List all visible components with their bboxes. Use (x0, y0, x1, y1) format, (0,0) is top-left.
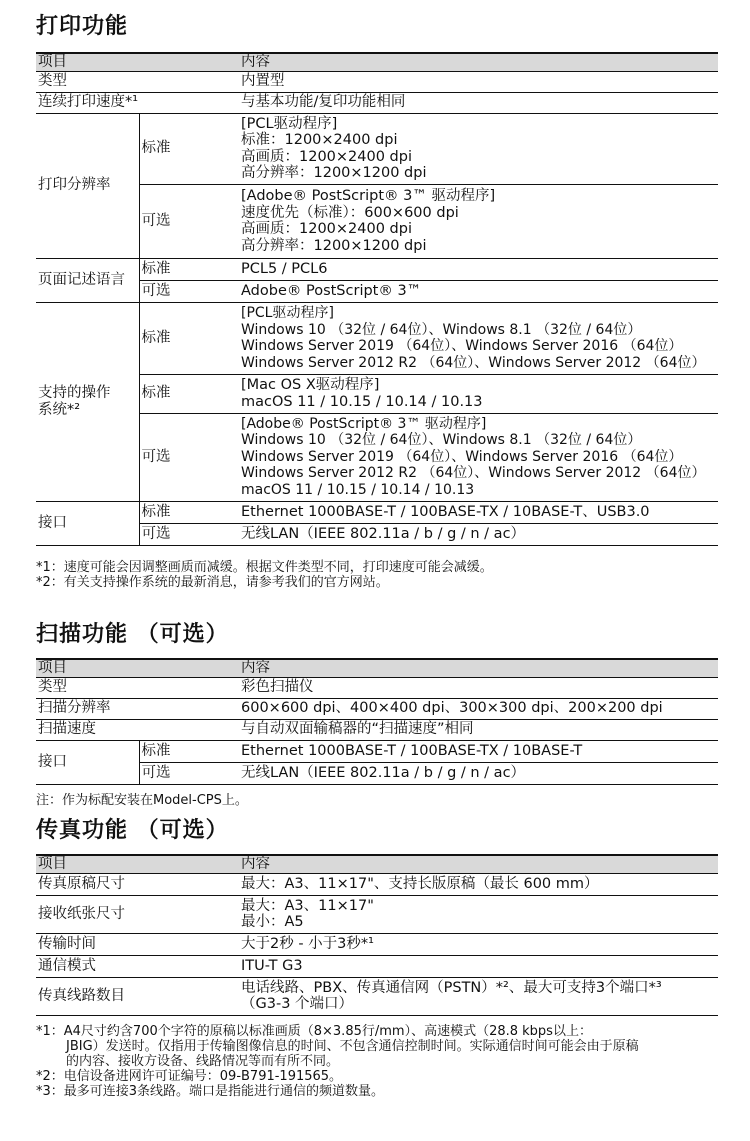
footnote: *2：电信设备进网许可证编号：09-B791-191565。 (36, 1069, 343, 1084)
row-label: 连续打印速度*¹ (36, 92, 239, 113)
table-row (36, 762, 718, 784)
footnote: *1：速度可能会因调整画质而减缓。根据文件类型不同，打印速度可能会减缓。 (36, 560, 493, 575)
header-content: 内容 (239, 855, 718, 873)
row-value: Ethernet 1000BASE-T / 100BASE-TX / 10BASE-T (239, 740, 718, 762)
table-row (36, 933, 718, 955)
row-label: 类型 (36, 677, 239, 698)
footnote: 注：作为标配安装在Model-CPS上。 (36, 793, 248, 808)
table-header-row (36, 659, 718, 677)
sub-label: 标准 (139, 302, 239, 374)
row-label: 扫描分辨率 (36, 698, 239, 719)
table-header-row (36, 53, 718, 71)
table-row (36, 740, 718, 762)
sub-label: 标准 (139, 258, 239, 280)
header-item: 项目 (36, 659, 239, 677)
footnote: *3：最多可连接3条线路。端口是指能进行通信的频道数量。 (36, 1084, 385, 1099)
table-row (36, 719, 718, 740)
footnote-continued: 的内容、接收方设备、线路情况等而有所不同。 (66, 1054, 340, 1069)
table-row (36, 184, 718, 258)
fax-notes (36, 1024, 726, 1099)
row-value: 600×600 dpi、400×400 dpi、300×300 dpi、200×200 dpi (239, 698, 718, 719)
table-row (36, 677, 718, 698)
row-value: 内置型 (239, 71, 718, 92)
row-value: 无线LAN（IEEE 802.11a / b / g / n / ac） (239, 762, 718, 784)
row-value: Adobe® PostScript® 3™ (239, 280, 718, 302)
print-section-title: 打印功能 (36, 14, 129, 39)
scan-notes (36, 793, 726, 808)
row-label: 类型 (36, 71, 239, 92)
sub-label: 标准 (139, 740, 239, 762)
table-header-row (36, 855, 718, 873)
table-row (36, 977, 718, 1015)
sub-label: 标准 (139, 501, 239, 523)
row-value: 与基本功能/复印功能相同 (239, 92, 718, 113)
header-content: 内容 (239, 53, 718, 71)
table-row (36, 873, 718, 895)
table-row (36, 698, 718, 719)
sub-label: 可选 (139, 762, 239, 784)
header-content: 内容 (239, 659, 718, 677)
table-row (36, 113, 718, 184)
print-spec-table (36, 52, 718, 546)
table-row (36, 523, 718, 545)
footnote-continued: JBIG）发送时。仅指用于传输图像信息的时间、不包含通信控制时间。实际通信时间可能会由于原稿 (66, 1039, 639, 1054)
row-value: 无线LAN（IEEE 802.11a / b / g / n / ac） (239, 523, 718, 545)
row-label: 扫描速度 (36, 719, 239, 740)
table-row (36, 258, 718, 280)
sub-label: 标准 (139, 113, 239, 184)
table-row (36, 92, 718, 113)
row-value: 最大：A3、11×17"、支持长版原稿（最长 600 mm） (239, 873, 718, 895)
row-value: 最大：A3、11×17" 最小：A5 (239, 895, 718, 933)
sub-label: 可选 (139, 413, 239, 501)
row-label: 传输时间 (36, 933, 239, 955)
table-row (36, 302, 718, 374)
print-notes (36, 560, 726, 590)
row-value: Ethernet 1000BASE-T / 100BASE-TX / 10BASE-T、USB3.0 (239, 501, 718, 523)
table-row (36, 413, 718, 501)
row-value: [Adobe® PostScript® 3™ 驱动程序] Windows 10 （32位 / 64位）、Windows 8.1 （32位 / 64位） Windows Server 2019 （64位）、Windows Server 2016 （64位） Windows Server 2012 R2 （64位）、Windows Server 2012 （64位） macOS 11 / 10.15 / 10.14 / 10.13 (239, 413, 718, 501)
row-value: 大于2秒 - 小于3秒*¹ (239, 933, 718, 955)
table-row (36, 280, 718, 302)
header-item: 项目 (36, 855, 239, 873)
scan-section-title: 扫描功能 （可选） (36, 622, 229, 647)
table-row (36, 71, 718, 92)
row-value: PCL5 / PCL6 (239, 258, 718, 280)
table-row (36, 501, 718, 523)
row-value: [PCL驱动程序] Windows 10 （32位 / 64位）、Windows 8.1 （32位 / 64位） Windows Server 2019 （64位）、Windows Server 2016 （64位） Windows Server 2012 R2 （64位）、Windows Server 2012 （64位） (239, 302, 718, 374)
row-label: 通信模式 (36, 955, 239, 977)
header-item: 项目 (36, 53, 239, 71)
row-value: ITU-T G3 (239, 955, 718, 977)
row-label: 支持的操作 系统*² (36, 302, 139, 501)
row-value: [Mac OS X驱动程序] macOS 11 / 10.15 / 10.14 / 10.13 (239, 374, 718, 413)
footnote: *2：有关支持操作系统的最新消息，请参考我们的官方网站。 (36, 575, 389, 590)
row-label: 接口 (36, 740, 139, 784)
row-label: 打印分辨率 (36, 113, 139, 258)
sub-label: 可选 (139, 280, 239, 302)
fax-spec-table (36, 854, 718, 1016)
row-value: [Adobe® PostScript® 3™ 驱动程序] 速度优先（标准）：600×600 dpi 高画质：1200×2400 dpi 高分辨率：1200×1200 dpi (239, 184, 718, 258)
footnote: *1：A4尺寸约含700个字符的原稿以标准画质（8×3.85行/mm）、高速模式（28.8 kbps以上： (36, 1024, 592, 1039)
table-row (36, 374, 718, 413)
scan-spec-table (36, 658, 718, 785)
row-label: 接收纸张尺寸 (36, 895, 239, 933)
table-row (36, 895, 718, 933)
row-label: 传真线路数目 (36, 977, 239, 1015)
row-label: 传真原稿尺寸 (36, 873, 239, 895)
sub-label: 标准 (139, 374, 239, 413)
row-label: 接口 (36, 501, 139, 545)
row-value: 电话线路、PBX、传真通信网（PSTN）*²、最大可支持3个端口*³ （G3-3 个端口） (239, 977, 718, 1015)
row-value: 与自动双面输稿器的“扫描速度”相同 (239, 719, 718, 740)
sub-label: 可选 (139, 184, 239, 258)
table-row (36, 955, 718, 977)
row-value: [PCL驱动程序] 标准：1200×2400 dpi 高画质：1200×2400 dpi 高分辨率：1200×1200 dpi (239, 113, 718, 184)
row-label: 页面记述语言 (36, 258, 139, 302)
fax-section-title: 传真功能 （可选） (36, 818, 229, 843)
row-value: 彩色扫描仪 (239, 677, 718, 698)
sub-label: 可选 (139, 523, 239, 545)
